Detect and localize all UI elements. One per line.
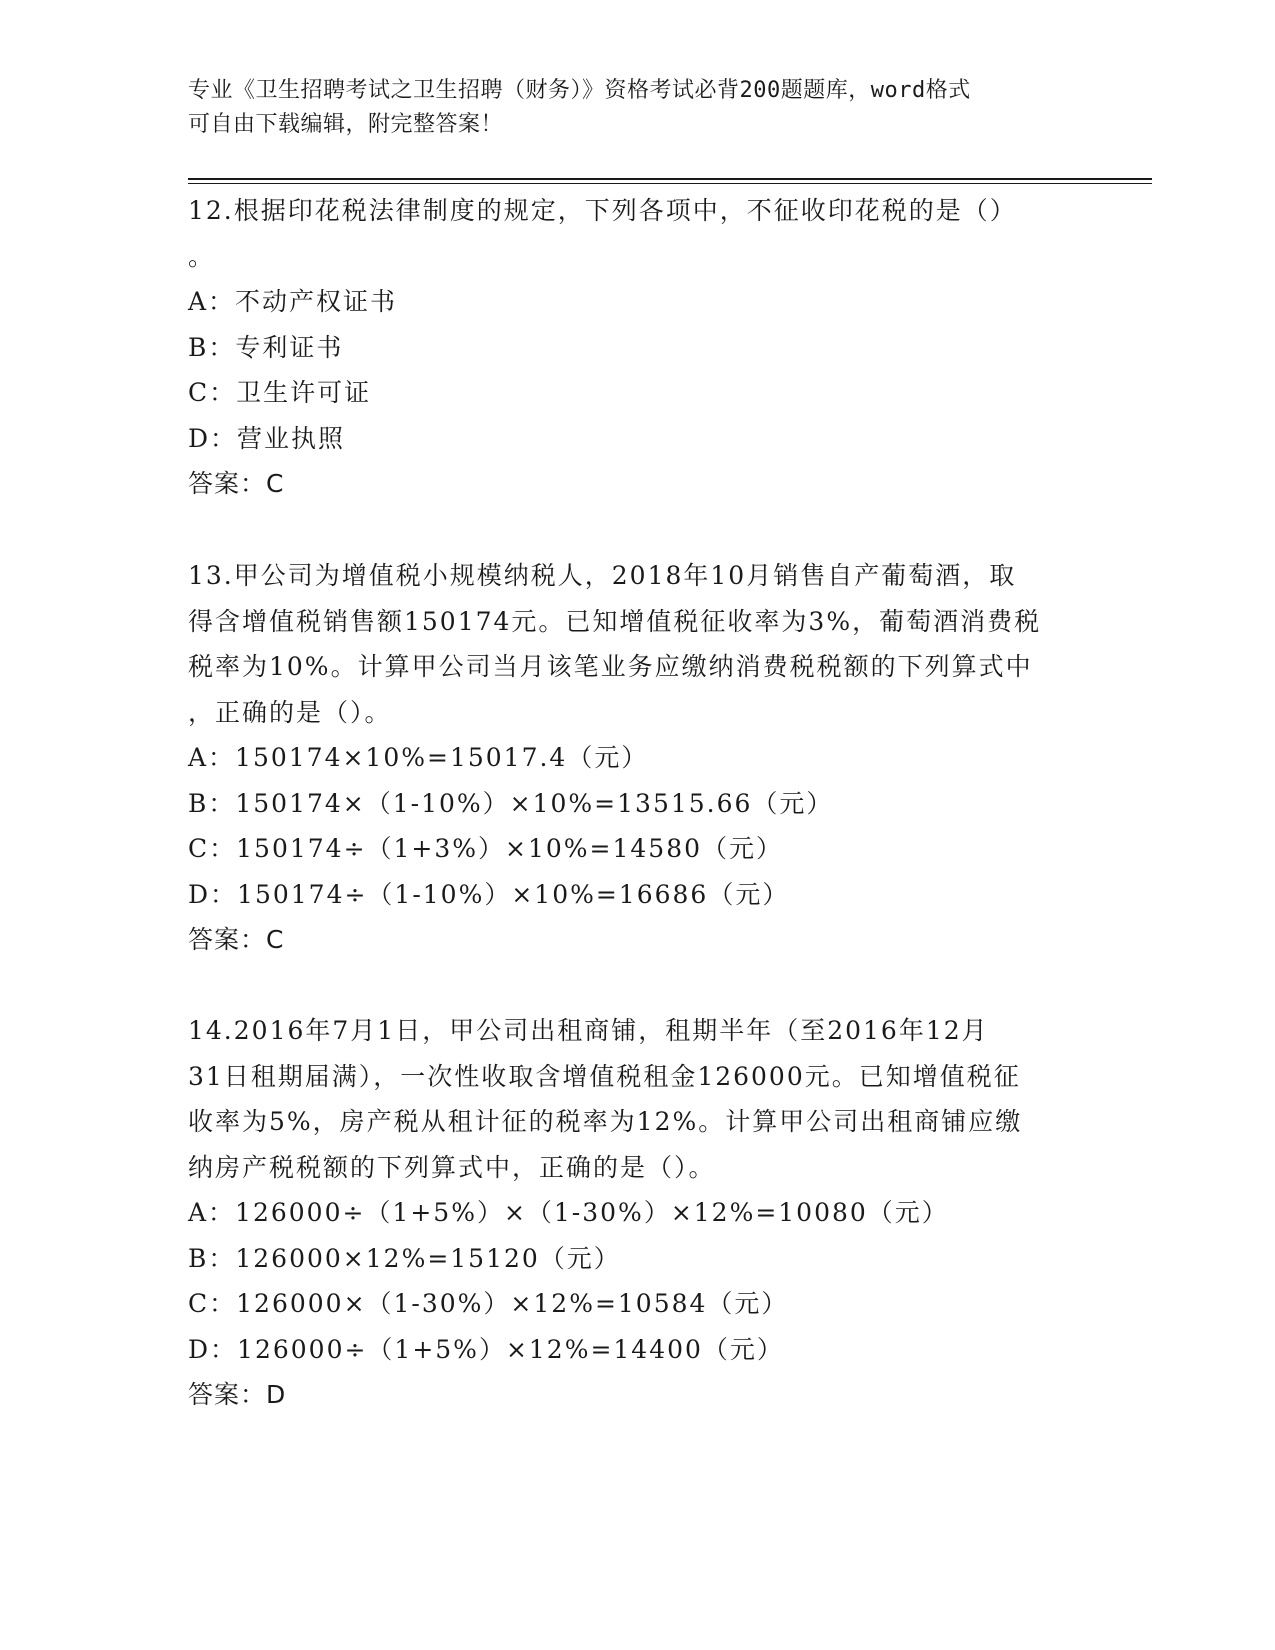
question-stem-line: 。 — [188, 241, 216, 271]
question-stem-line: 14.2016年7月1日，甲公司出租商铺，租期半年（至2016年12月 — [188, 1016, 989, 1045]
question-stem-line: 13.甲公司为增值税小规模纳税人，2018年10月销售自产葡萄酒，取 — [188, 561, 1017, 590]
answer: 答案：D — [188, 1380, 287, 1409]
option-b: B：126000×12%=15120（元） — [188, 1243, 621, 1273]
question-stem-line: 得含增值税销售额150174元。已知增值税征收率为3%，葡萄酒消费税 — [188, 606, 1042, 636]
question-stem-line: 31日租期届满），一次性收取含增值税租金126000元。已知增值税征 — [188, 1061, 1021, 1091]
question-13 — [188, 553, 1088, 963]
header-divider-thin — [188, 183, 1152, 184]
document-header — [188, 74, 1088, 142]
option-a: A：150174×10%=15017.4（元） — [188, 743, 649, 772]
question-stem-line: ，正确的是（）。 — [188, 697, 392, 727]
question-stem-line: 税率为10%。计算甲公司当月该笔业务应缴纳消费税税额的下列算式中 — [188, 652, 1033, 681]
question-stem-line: 纳房产税税额的下列算式中，正确的是（）。 — [188, 1152, 716, 1182]
question-stem-line: 收率为5%，房产税从租计征的税率为12%。计算甲公司出租商铺应缴 — [188, 1107, 1023, 1136]
option-d: D：126000÷（1+5%）×12%=14400（元） — [188, 1334, 784, 1364]
option-c: C：150174÷（1+3%）×10%=14580（元） — [188, 834, 784, 863]
question-12 — [188, 188, 1088, 507]
option-a: A：126000÷（1+5%）×（1-30%）×12%=10080（元） — [188, 1198, 949, 1227]
answer: 答案：C — [188, 925, 285, 954]
option-c: C：126000×（1-30%）×12%=10584（元） — [188, 1289, 789, 1318]
option-d: D：营业执照 — [188, 423, 346, 453]
question-14 — [188, 1008, 1088, 1418]
header-line-2: 可自由下载编辑，附完整答案！ — [188, 112, 504, 137]
option-b: B：150174×（1-10%）×10%=13515.66（元） — [188, 788, 834, 818]
header-divider-thick — [188, 178, 1152, 180]
option-c: C：卫生许可证 — [188, 378, 372, 407]
answer: 答案：C — [188, 469, 285, 498]
option-a: A：不动产权证书 — [188, 287, 398, 316]
header-line-1: 专业《卫生招聘考试之卫生招聘（财务）》资格考试必背200题题库，word格式 — [188, 78, 971, 103]
option-d: D：150174÷（1-10%）×10%=16686（元） — [188, 879, 790, 909]
option-b: B：专利证书 — [188, 332, 344, 362]
question-stem-line: 12.根据印花税法律制度的规定，下列各项中，不征收印花税的是（） — [188, 196, 1017, 225]
